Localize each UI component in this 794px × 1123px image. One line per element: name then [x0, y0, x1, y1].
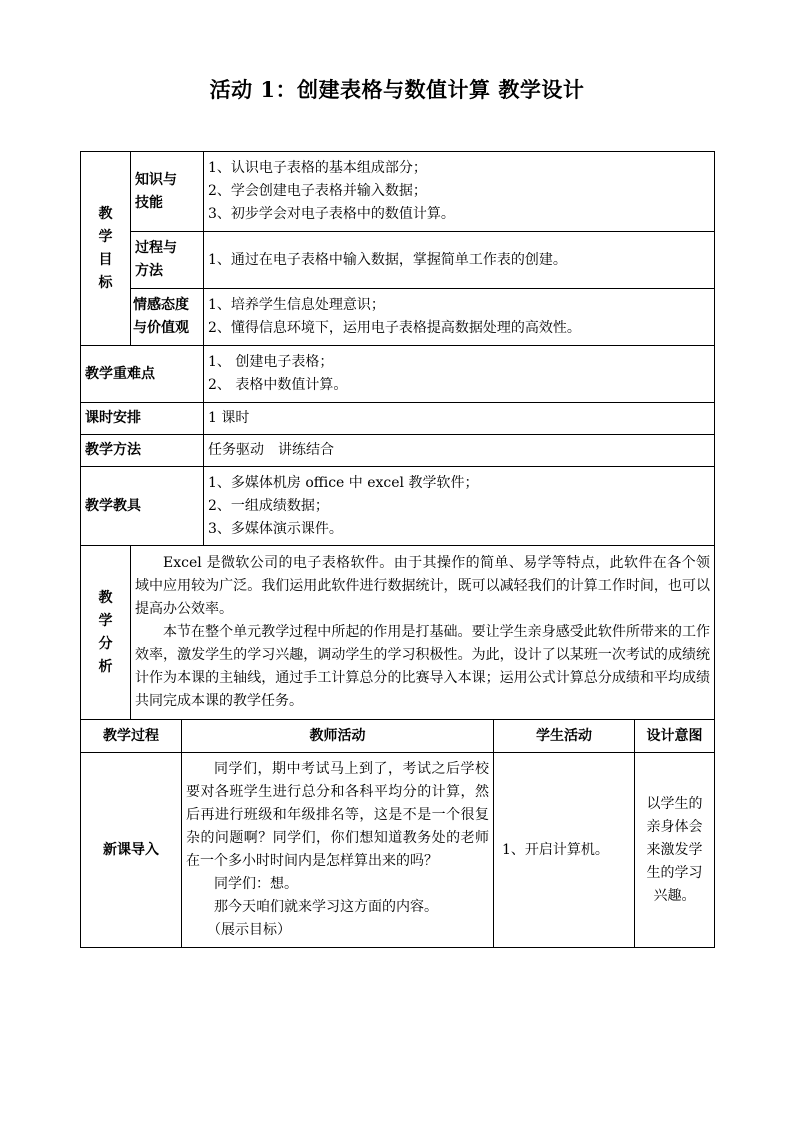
header-student: 学生活动	[494, 720, 635, 753]
tools-items: 1、多媒体机房 office 中 excel 教学软件； 2、一组成绩数据； 3、多媒体演示课件。	[204, 467, 715, 546]
analysis-label: 教 学 分 析	[81, 546, 131, 720]
analysis-row	[81, 546, 715, 720]
header-intent: 设计意图	[635, 720, 715, 753]
page-title: 活动 1：创建表格与数值计算 教学设计	[209, 77, 585, 102]
header-stage: 教学过程	[81, 720, 182, 753]
header-teacher: 教师活动	[182, 720, 494, 753]
key-points-items: 1、 创建电子表格； 2、 表格中数值计算。	[204, 346, 715, 403]
schedule-row	[81, 403, 715, 435]
method-label: 教学方法	[81, 435, 204, 467]
key-points-label: 教学重难点	[81, 346, 204, 403]
schedule-value: 1 课时	[204, 403, 715, 435]
process-header-row	[81, 720, 715, 753]
objective-label-knowledge: 知识与 技能	[131, 152, 204, 232]
objective-row-knowledge	[81, 152, 715, 232]
method-value: 任务驱动 讲练结合	[204, 435, 715, 467]
info-table	[80, 151, 715, 720]
analysis-text: Excel 是微软公司的电子表格软件。由于其操作的简单、易学等特点，此软件在各个领域中应用较为广泛。我们运用此软件进行数据统计，既可以减轻我们的计算工作时间，也可以提高办公效率。 本节在整个单元教学过程中所起的作用是打基础。要让学生亲身感受此软件所带来的工作效率，激发学生的学习兴趣，调动学生的学习积极性。为此，设计了以某班一次考试的成绩统计作为本课的主轴线，通过手工计算总分的比赛导入本课；运用公式计算总分成绩和平均成绩共同完成本课的教学任务。	[131, 546, 715, 720]
process-teacher-activity: 同学们，期中考试马上到了，考试之后学校要对各班学生进行总分和各科平均分的计算，然后再进行班级和年级排名等，这是不是一个很复杂的问题啊？同学们，你们想知道教务处的老师在一个多小时时间内是怎样算出来的吗？ 同学们：想。 那今天咱们就来学习这方面的内容。 （展示目标）	[182, 753, 494, 948]
schedule-label: 课时安排	[81, 403, 204, 435]
objective-row-attitude	[81, 289, 715, 346]
process-table	[80, 719, 715, 948]
objective-label-process: 过程与 方法	[131, 232, 204, 289]
objective-items-knowledge: 1、认识电子表格的基本组成部分； 2、学会创建电子表格并输入数据； 3、初步学会对电子表格中的数值计算。	[204, 152, 715, 232]
objective-items-process: 1、通过在电子表格中输入数据，掌握简单工作表的创建。	[204, 232, 715, 289]
process-row	[81, 753, 715, 948]
objective-items-attitude: 1、培养学生信息处理意识； 2、懂得信息环境下，运用电子表格提高数据处理的高效性。	[204, 289, 715, 346]
process-student-activity: 1、开启计算机。	[494, 753, 635, 948]
key-points-row	[81, 346, 715, 403]
objective-row-process	[81, 232, 715, 289]
process-design-intent: 以学生的亲身体会来激发学生的学习兴趣。	[635, 753, 715, 948]
tools-label: 教学教具	[81, 467, 204, 546]
objectives-label: 教 学 目 标	[81, 152, 131, 346]
lesson-plan-table	[80, 151, 714, 948]
process-stage: 新课导入	[81, 753, 182, 948]
method-row	[81, 435, 715, 467]
objective-label-attitude: 情感态度 与价值观	[131, 289, 204, 346]
tools-row	[81, 467, 715, 546]
